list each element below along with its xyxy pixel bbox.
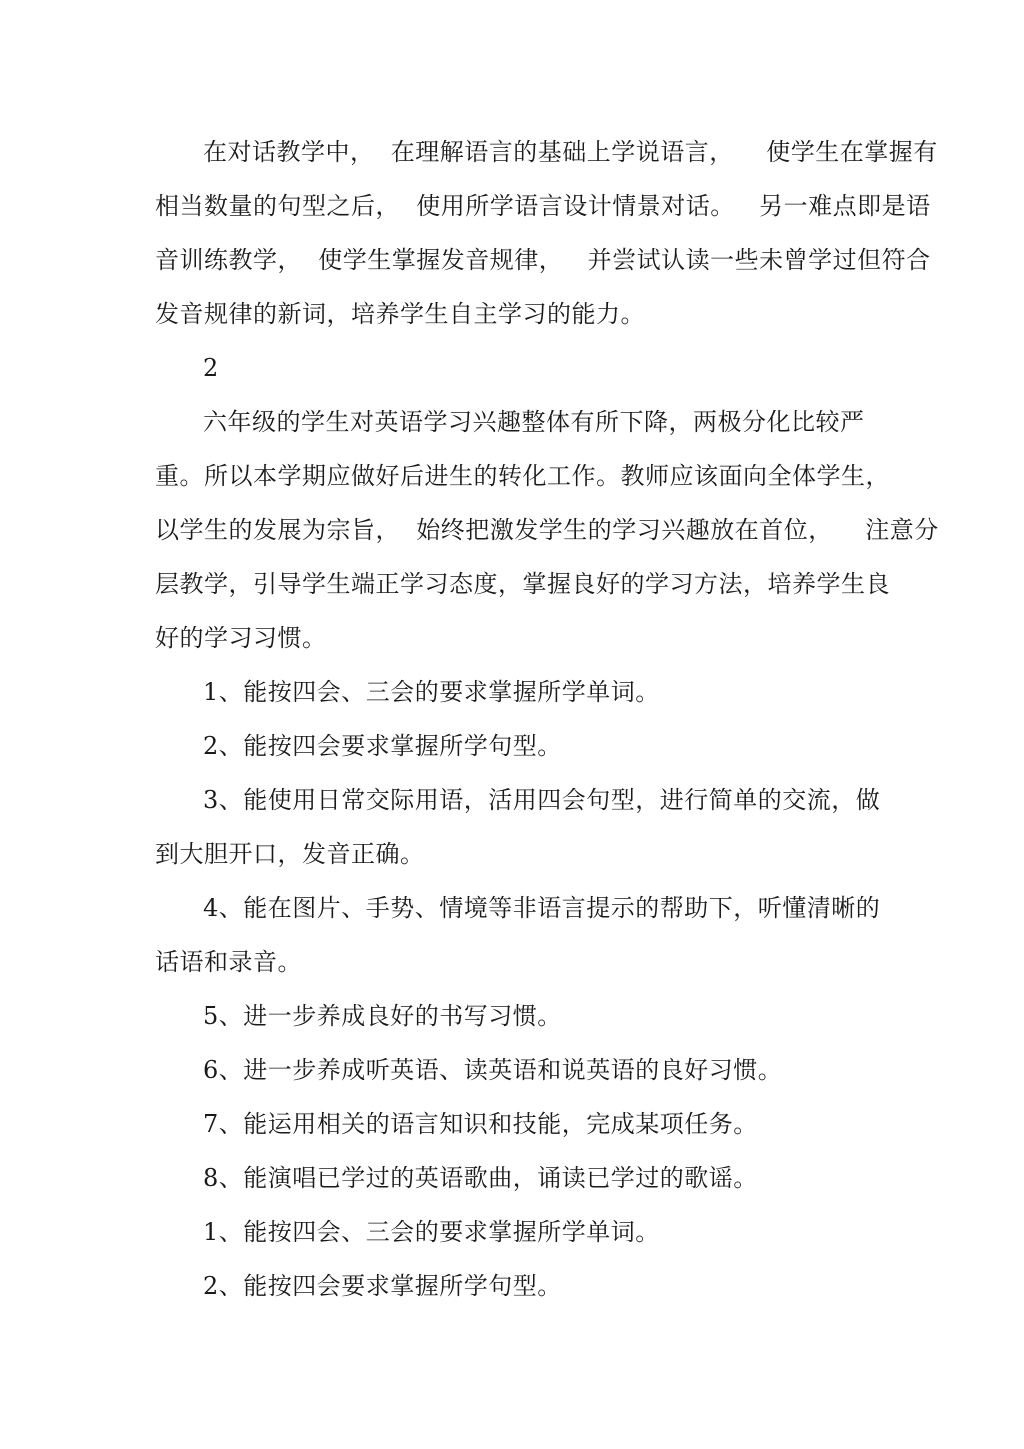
list-item: 1、能按四会、三会的要求掌握所学单词。 — [203, 1218, 660, 1246]
list-item-continuation: 话语和录音。 — [155, 948, 302, 976]
text-line: 发音规律的新词，培养学生自主学习的能力。 — [155, 300, 645, 328]
list-item: 5、进一步养成良好的书写习惯。 — [203, 1002, 562, 1030]
list-item: 4、能在图片、手势、情境等非语言提示的帮助下，听懂清晰的 — [203, 894, 881, 922]
text-line: 相当数量的句型之后， 使用所学语言设计情景对话。 另一难点即是语 — [155, 192, 931, 220]
list-item: 7、能运用相关的语言知识和技能，完成某项任务。 — [203, 1110, 758, 1138]
list-item-continuation: 到大胆开口，发音正确。 — [155, 840, 425, 868]
list-item: 3、能使用日常交际用语，活用四会句型，进行简单的交流，做 — [203, 786, 881, 814]
text-line: 六年级的学生对英语学习兴趣整体有所下降，两极分化比较严 — [203, 408, 865, 436]
text-line: 好的学习习惯。 — [155, 624, 327, 652]
list-item: 8、能演唱已学过的英语歌曲，诵读已学过的歌谣。 — [203, 1164, 758, 1192]
text-line: 在对话教学中， 在理解语言的基础上学说语言， 使学生在掌握有 — [203, 138, 938, 166]
text-line: 层教学，引导学生端正学习态度，掌握良好的学习方法，培养学生良 — [155, 570, 890, 598]
list-item: 2、能按四会要求掌握所学句型。 — [203, 1272, 562, 1300]
section-number: 2 — [203, 354, 219, 382]
text-line: 音训练教学， 使学生掌握发音规律， 并尝试认读一些未曾学过但符合 — [155, 246, 931, 274]
list-item: 2、能按四会要求掌握所学句型。 — [203, 732, 562, 760]
list-item: 1、能按四会、三会的要求掌握所学单词。 — [203, 678, 660, 706]
list-item: 6、进一步养成听英语、读英语和说英语的良好习惯。 — [203, 1056, 783, 1084]
text-line: 以学生的发展为宗旨， 始终把激发学生的学习兴趣放在首位， 注意分 — [155, 516, 939, 544]
text-line: 重。所以本学期应做好后进生的转化工作。教师应该面向全体学生， — [155, 462, 890, 490]
